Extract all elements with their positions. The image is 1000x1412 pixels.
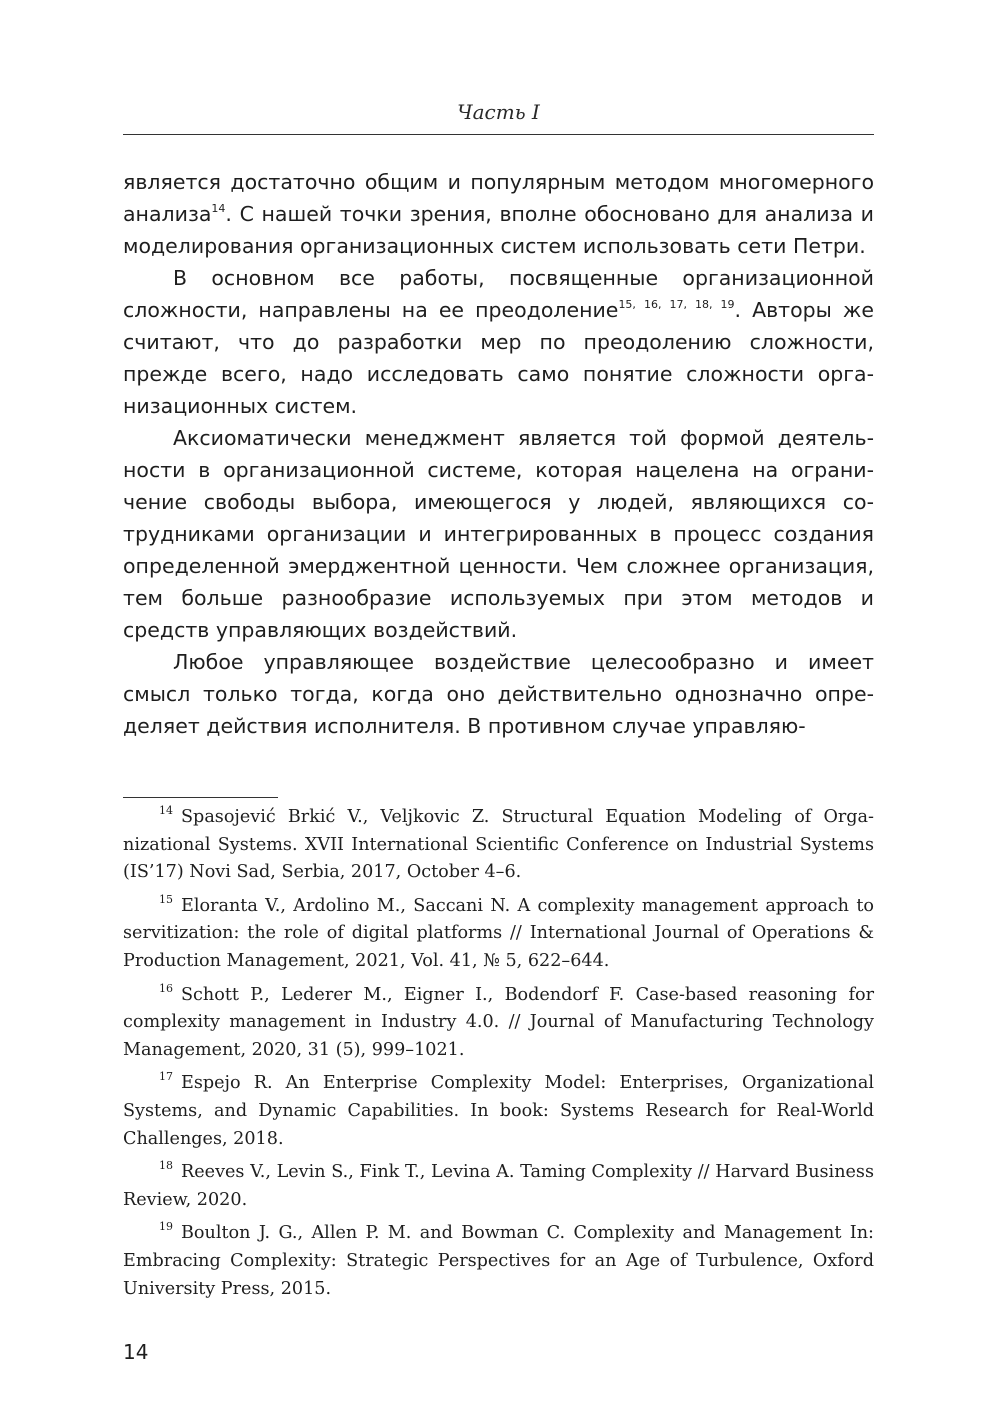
footnote — [123, 1159, 874, 1214]
footnote-text: Spasojević Brkić V., Veljkovic Z. Structural Equation Modeling of Organizational Systems. XVII International Scientific Conference on Industrial Systems (IS’17) Novi Sad, Serbia, 2017, October 4–6. — [123, 807, 874, 883]
paragraph: Любое управляющее воздействие целесообразно и имеет смысл только тогда, когда оно действительно однозначно определяет действия исполнителя. В противном случае управляю- — [123, 650, 874, 738]
footnote — [123, 1220, 874, 1303]
footnote-number: 15 — [159, 892, 173, 906]
footnote-number: 19 — [159, 1220, 173, 1234]
footnote-text: Boulton J. G., Allen P. M. and Bowman C. Complexity and Management In: Embracing Complexity: Strategic Perspectives for an Age of Turbulence, Oxford University Press, 2015. — [123, 1223, 874, 1299]
running-head: Часть I — [457, 100, 540, 124]
paragraph-text: . С нашей точки зрения, вполне обосновано для анализа и моделирования организационных систем использовать сети Петри. — [123, 202, 874, 258]
footnote-number: 14 — [159, 804, 173, 817]
paragraph — [123, 166, 874, 262]
paragraph-text: . Авторы же считают, что до разработки мер по преодолению сложности, прежде всего, надо исследовать само понятие сложности организационных систем. — [123, 298, 874, 418]
footnote-text: Schott P., Lederer M., Eigner I., Bodendorf F. Case-based reasoning for complexity management in Industry 4.0. // Journal of Manufacturing Technology Management, 2020, 31 (5), 999–1021. — [123, 984, 874, 1060]
footnote-text: Reeves V., Levin S., Fink T., Levina A. Taming Complexity // Harvard Business Review, 2020. — [123, 1162, 874, 1210]
footnote — [123, 893, 874, 976]
paragraph: Аксиоматически менеджмент является той формой деятельности в организационной системе, которая нацелена на ограничение свободы выбора, имеющегося у людей, являющихся сотрудниками организации и интегрированных в процесс создания определенной эмерджентной ценности. Чем сложнее организация, тем больше разнообразие используемых при этом методов и средств управляющих воздействий. — [123, 426, 874, 642]
page-number: 14 — [123, 1340, 149, 1364]
footnote — [123, 982, 874, 1065]
footnote-rule — [123, 797, 278, 798]
main-text — [123, 166, 874, 742]
footnote-ref: 15, 16, 17, 18, 19 — [618, 298, 735, 311]
footnote — [123, 804, 874, 887]
footnote-number: 16 — [159, 981, 173, 995]
paragraph — [123, 262, 874, 422]
paragraph-text: В основном все работы, посвященные организационной сложности, направлены на ее преодоление — [123, 266, 874, 322]
footnote-number: 18 — [159, 1159, 173, 1173]
footnote-text: Eloranta V., Ardolino M., Saccani N. A complexity management approach to servitization: the role of digital platforms // International Journal of Operations & Production Management, 2021, Vol. 41, № 5, 622–644. — [123, 895, 874, 971]
footnote — [123, 1070, 874, 1153]
footnote-text: Espejo R. An Enterprise Complexity Model: Enterprises, Organizational Systems, and Dynamic Capabilities. In book: Systems Research for Real-World Challenges, 2018. — [123, 1073, 874, 1149]
footnotes — [123, 804, 874, 1309]
book-page — [123, 0, 874, 1412]
paragraph-text: является достаточно общим и популярным методом многомерного анализа — [123, 170, 874, 226]
footnote-ref: 14 — [211, 202, 226, 215]
header-rule — [123, 134, 874, 135]
footnote-number: 17 — [159, 1070, 173, 1084]
